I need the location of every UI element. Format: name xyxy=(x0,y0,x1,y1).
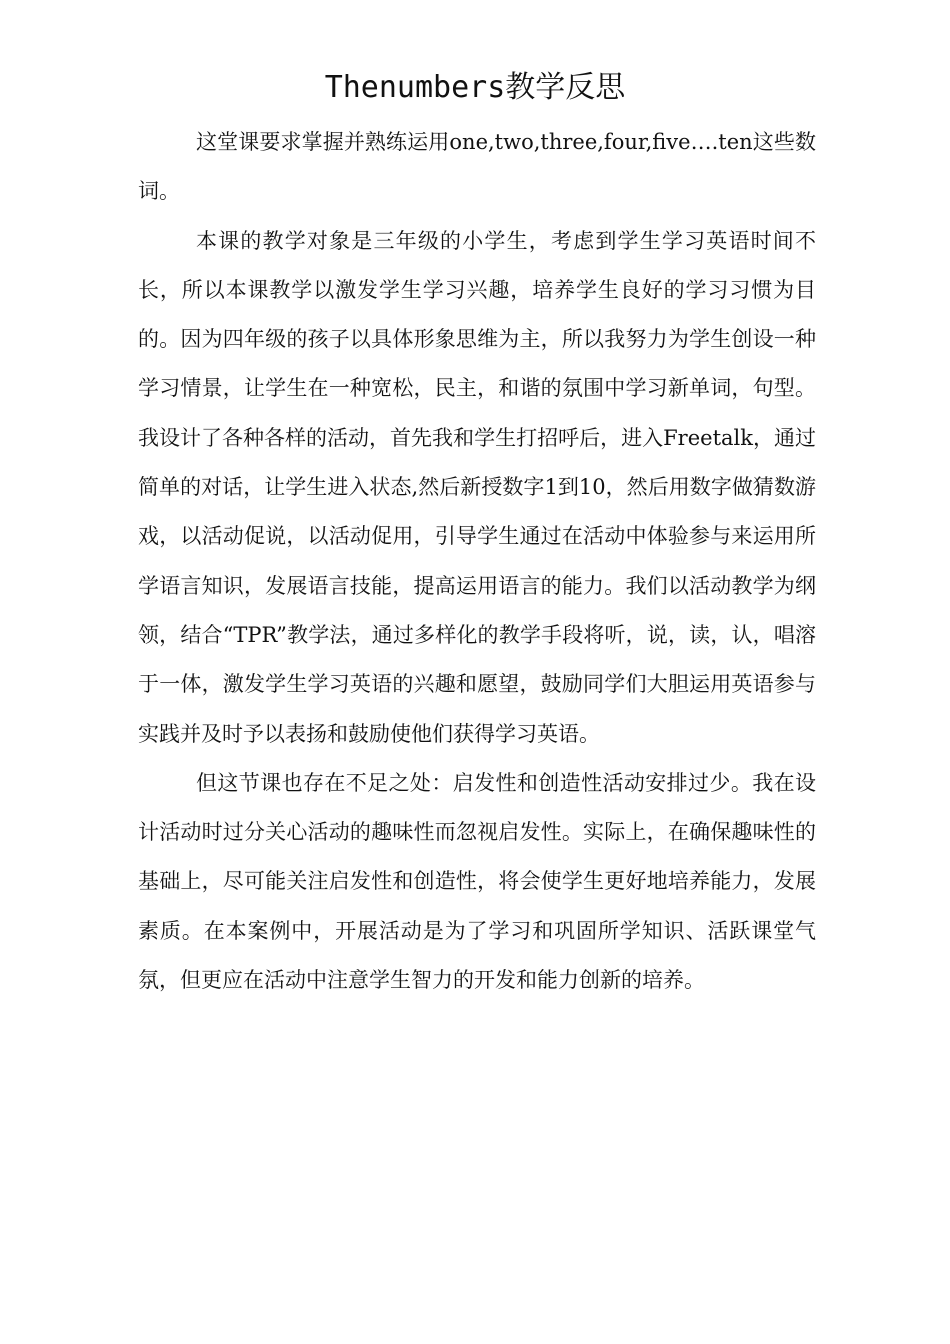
document-body xyxy=(138,118,816,1005)
paragraph-shortcomings: 但这节课也存在不足之处：启发性和创造性活动安排过少。我在设计活动时过分关心活动的趣味性而忽视启发性。实际上，在确保趣味性的基础上，尽可能关注启发性和创造性，将会使学生更好地培养能力，发展素质。在本案例中，开展活动是为了学习和巩固所学知识、活跃课堂气氛，但更应在活动中注意学生智力的开发和能力创新的培养。 xyxy=(138,770,816,993)
paragraph-intro: 这堂课要求掌握并熟练运用one,two,three,four,five….ten这些数词。 xyxy=(138,130,816,204)
paragraph-teaching-design: 本课的教学对象是三年级的小学生，考虑到学生学习英语时间不长，所以本课教学以激发学生学习兴趣，培养学生良好的学习习惯为目的。因为四年级的孩子以具体形象思维为主，所以我努力为学生创设一种学习情景，让学生在一种宽松，民主，和谐的氛围中学习新单词，句型。我设计了各种各样的活动，首先我和学生打招呼后，进入Freetalk，通过简单的对话，让学生进入状态,然后新授数字1到10，然后用数字做猜数游戏，以活动促说，以活动促用，引导学生通过在活动中体验参与来运用所学语言知识，发展语言技能，提高运用语言的能力。我们以活动教学为纲领，结合“TPR”教学法，通过多样化的教学手段将听，说，读，认，唱溶于一体，激发学生学习英语的兴趣和愿望，鼓励同学们大胆运用英语参与实践并及时予以表扬和鼓励使他们获得学习英语。 xyxy=(138,228,816,746)
document-title: Thenumbers教学反思 xyxy=(324,70,626,105)
